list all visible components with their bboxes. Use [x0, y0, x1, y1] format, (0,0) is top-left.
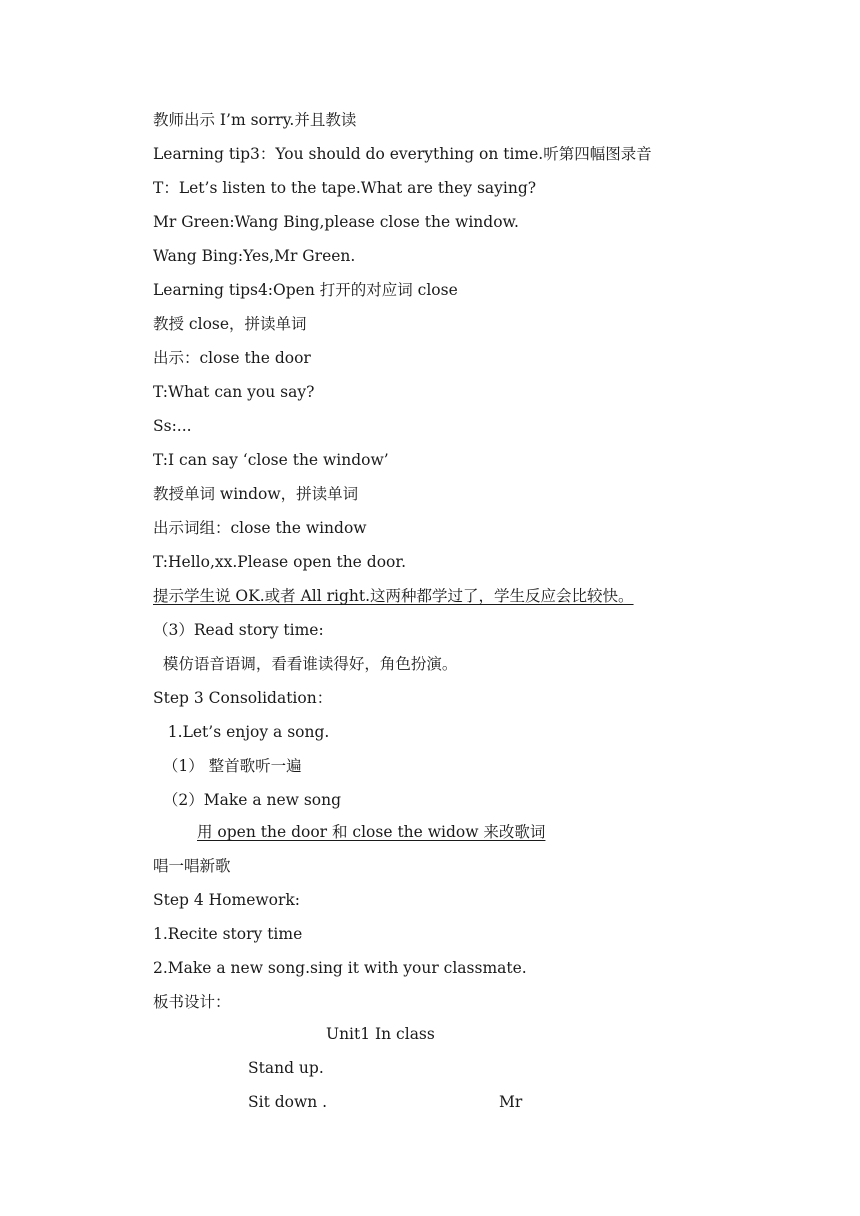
text-line: （3）Read story time: [153, 621, 324, 639]
section-heading: 板书设计： [153, 993, 231, 1011]
text-line: 教师出示 I’m sorry.并且教读 [153, 111, 357, 129]
board-title: Unit1 In class [326, 1025, 435, 1043]
text-line: 教授 close，拼读单词 [153, 315, 307, 333]
underlined-note: 用 open the door 和 close the widow 来改歌词 [197, 823, 546, 841]
board-right-text: Mr [499, 1093, 523, 1111]
text-line: Wang Bing:Yes,Mr Green. [153, 247, 356, 265]
text-line: 2.Make a new song.sing it with your classmate. [153, 959, 527, 977]
text-line: Learning tips4:Open 打开的对应词 close [153, 281, 458, 299]
text-line: 教授单词 window，拼读单词 [153, 485, 359, 503]
text-line: T:What can you say? [153, 383, 315, 401]
board-line: Stand up. [248, 1059, 324, 1077]
underlined-note: 提示学生说 OK.或者 All right.这两种都学过了，学生反应会比较快。 [153, 587, 634, 605]
text-line: （1） 整首歌听一遍 [153, 757, 302, 775]
text-line: 1.Let’s enjoy a song. [153, 723, 330, 741]
text-line: 出示词组：close the window [153, 519, 367, 537]
text-line: （2）Make a new song [153, 791, 342, 809]
text-line: T:Hello,xx.Please open the door. [153, 553, 407, 571]
text-line: T:I can say ‘close the window’ [153, 451, 389, 469]
text-line: Ss:... [153, 417, 192, 435]
board-line: Sit down . [248, 1093, 328, 1111]
text-line: 出示：close the door [153, 349, 311, 367]
text-line: 唱一唱新歌 [153, 857, 231, 875]
section-heading: Step 4 Homework: [153, 891, 301, 909]
text-line: T：Let’s listen to the tape.What are they saying? [153, 179, 537, 197]
text-line: 1.Recite story time [153, 925, 303, 943]
text-line: 模仿语音语调，看看谁读得好，角色扮演。 [153, 655, 458, 673]
text-line: Learning tip3：You should do everything on time.听第四幅图录音 [153, 145, 652, 163]
text-line: Mr Green:Wang Bing,please close the window. [153, 213, 519, 231]
section-heading: Step 3 Consolidation： [153, 689, 333, 707]
